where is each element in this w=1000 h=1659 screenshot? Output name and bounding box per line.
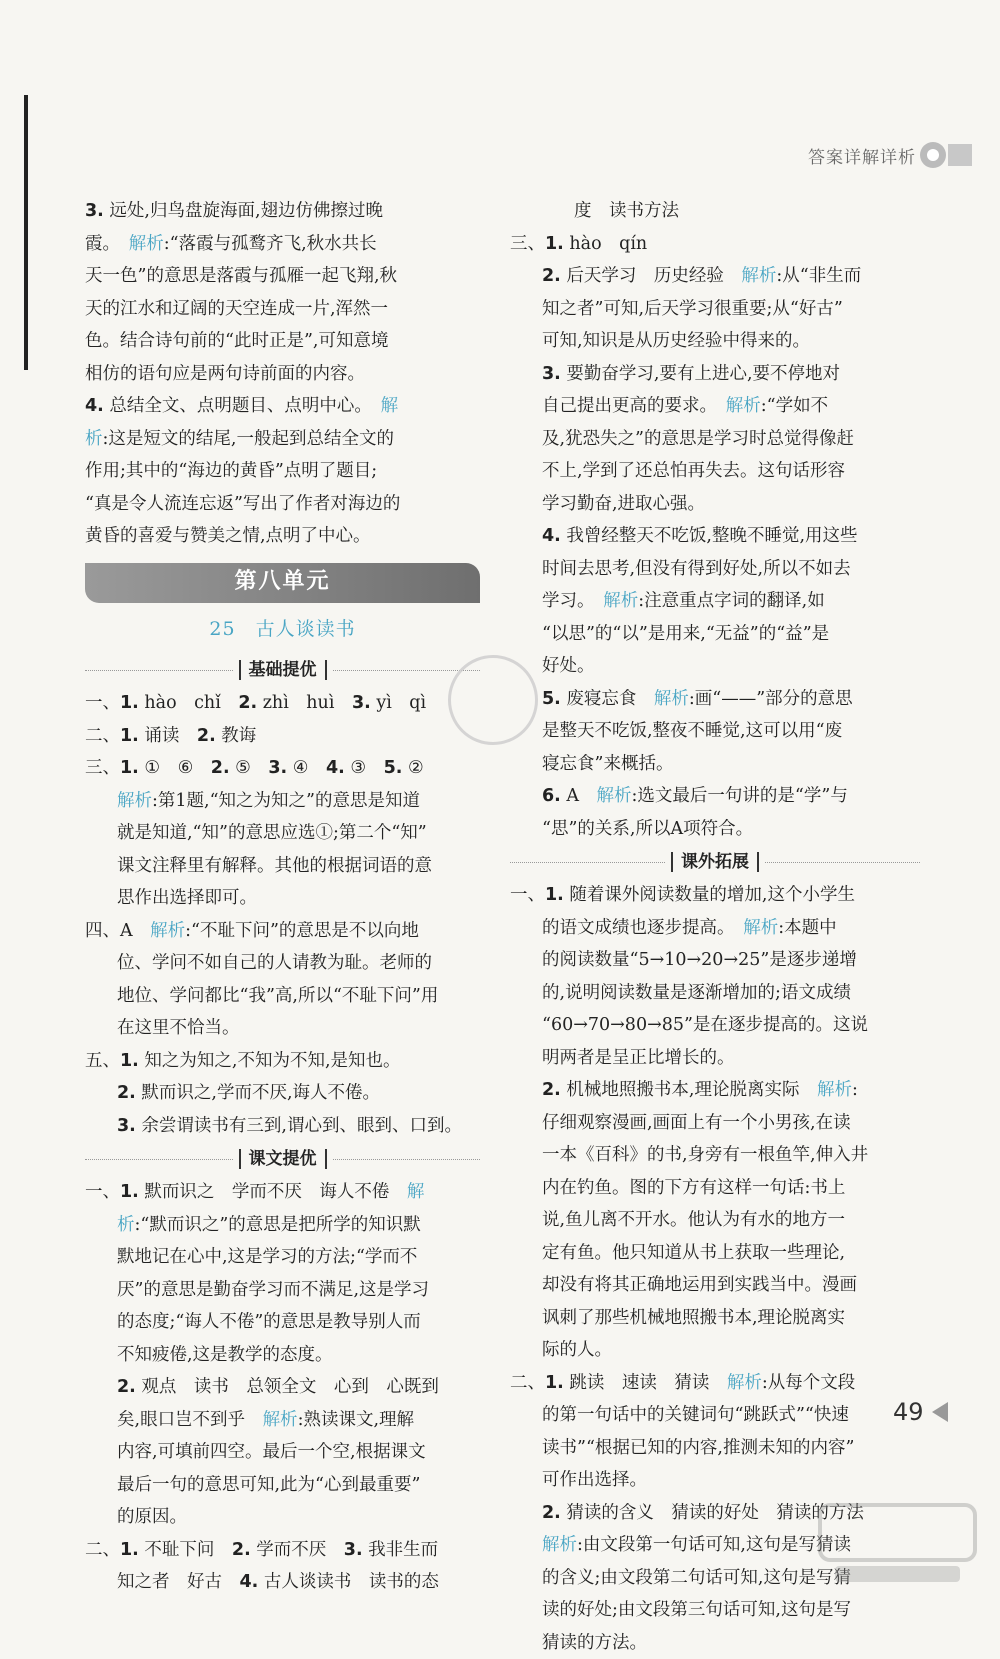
header-tab-bar: [948, 144, 972, 166]
text-line: 知之者 好古 4. 古人谈读书 读书的态: [85, 1566, 480, 1599]
text-line: 一、1. 默而识之 学而不厌 诲人不倦 解: [85, 1176, 480, 1209]
text-line: 二、1. 不耻下问 2. 学而不厌 3. 我非生而: [85, 1534, 480, 1567]
text-line: 默地记在心中,这是学习的方法;“学而不: [85, 1241, 480, 1274]
text-line: “思”的关系,所以A项符合。: [510, 813, 920, 846]
text-line: 内在钓鱼。图的下方有这样一句话:书上: [510, 1172, 920, 1205]
text-line: 是整天不吃饭,整夜不睡觉,这可以用“废: [510, 715, 920, 748]
left-column: [85, 195, 480, 1599]
text-line: 的第一句话中的关键词句“跳跃式”“快速: [510, 1399, 920, 1432]
text-line: 自己提出更高的要求。 解析:“学如不: [510, 390, 920, 423]
page-arrow-icon: [932, 1402, 948, 1422]
text-line: 6. A 解析:选文最后一句讲的是“学”与: [510, 780, 920, 813]
section-label: 课外拓展: [671, 852, 759, 872]
text-line: 的原因。: [85, 1501, 480, 1534]
text-line: 天一色”的意思是落霞与孤雁一起飞翔,秋: [85, 260, 480, 293]
text-line: 2. 猜读的含义 猜读的好处 猜读的方法: [510, 1497, 920, 1530]
text-line: 不上,学到了还总怕再失去。这句话形容: [510, 455, 920, 488]
text-line: 解析:由文段第一句话可知,这句是写猜读: [510, 1529, 920, 1562]
text-line: “真是令人流连忘返”写出了作者对海边的: [85, 488, 480, 521]
header-title: 答案详解详析: [808, 143, 916, 168]
text-line: 析:“默而识之”的意思是把所学的知识默: [85, 1209, 480, 1242]
section-header-basic: [85, 655, 480, 685]
page-number: 49: [893, 1398, 924, 1426]
text-line: 黄昏的喜爱与赞美之情,点明了中心。: [85, 520, 480, 553]
text-line: 地位、学问都比“我”高,所以“不耻下问”用: [85, 980, 480, 1013]
text-line: 仔细观察漫画,画面上有一个小男孩,在读: [510, 1107, 920, 1140]
section-header-extension: [510, 847, 920, 877]
text-line: 矣,眼口岂不到乎 解析:熟读课文,理解: [85, 1404, 480, 1437]
text-line: “60→70→80→85”是在逐步提高的。这说: [510, 1009, 920, 1042]
text-line: 一、1. 随着课外阅读数量的增加,这个小学生: [510, 879, 920, 912]
section-header-text: [85, 1144, 480, 1174]
text-line: 最后一句的意思可知,此为“心到最重要”: [85, 1469, 480, 1502]
text-line: 内容,可填前四空。最后一个空,根据课文: [85, 1436, 480, 1469]
text-line: 知之者”可知,后天学习很重要;从“好古”: [510, 293, 920, 326]
left-block-3: [85, 1176, 480, 1599]
text-line: 三、1. ① ⑥ 2. ⑤ 3. ④ 4. ③ 5. ②: [85, 752, 480, 785]
text-line: 可知,知识是从历史经验中得来的。: [510, 325, 920, 358]
text-line: 度 读书方法: [510, 195, 920, 228]
text-line: 的态度;“诲人不倦”的意思是教导别人而: [85, 1306, 480, 1339]
watermark-logo: [815, 1500, 980, 1590]
text-line: 学习勤奋,进取心强。: [510, 488, 920, 521]
text-line: 5. 废寝忘食 解析:画“——”部分的意思: [510, 683, 920, 716]
text-line: 位、学问不如自己的人请教为耻。老师的: [85, 947, 480, 980]
text-line: 定有鱼。他只知道从书上获取一些理论,: [510, 1237, 920, 1270]
text-line: 厌”的意思是勤奋学习而不满足,这是学习: [85, 1274, 480, 1307]
text-line: 说,鱼儿离不开水。他认为有水的地方一: [510, 1204, 920, 1237]
text-line: 二、1. 跳读 速读 猜读 解析:从每个文段: [510, 1367, 920, 1400]
right-block-1: [510, 195, 920, 845]
text-line: 2. 后天学习 历史经验 解析:从“非生而: [510, 260, 920, 293]
text-line: 却没有将其正确地运用到实践当中。漫画: [510, 1269, 920, 1302]
text-line: 作用;其中的“海边的黄昏”点明了题目;: [85, 455, 480, 488]
text-line: 4. 总结全文、点明题目、点明中心。 解: [85, 390, 480, 423]
text-line: “以思”的“以”是用来,“无益”的“益”是: [510, 618, 920, 651]
text-line: 时间去思考,但没有得到好处,所以不如去: [510, 553, 920, 586]
text-line: 天的江水和辽阔的天空连成一片,浑然一: [85, 293, 480, 326]
text-line: 不知疲倦,这是教学的态度。: [85, 1339, 480, 1372]
text-line: 猜读的方法。: [510, 1627, 920, 1659]
text-line: 3. 远处,归鸟盘旋海面,翅边仿佛擦过晚: [85, 195, 480, 228]
text-line: 读书”“根据已知的内容,推测未知的内容”: [510, 1432, 920, 1465]
text-line: 3. 要勤奋学习,要有上进心,要不停地对: [510, 358, 920, 391]
text-line: 相仿的语句应是两句诗前面的内容。: [85, 358, 480, 391]
text-line: 明两者是呈正比增长的。: [510, 1042, 920, 1075]
text-line: 讽刺了那些机械地照搬书本,理论脱离实: [510, 1302, 920, 1335]
text-line: 在这里不恰当。: [85, 1012, 480, 1045]
text-line: 一、1. hào chǐ 2. zhì huì 3. yì qì: [85, 687, 480, 720]
text-line: 读的好处;由文段第三句话可知,这句是写: [510, 1594, 920, 1627]
text-line: 色。结合诗句前的“此时正是”,可知意境: [85, 325, 480, 358]
text-line: 2. 机械地照搬书本,理论脱离实际 解析:: [510, 1074, 920, 1107]
text-line: 五、1. 知之为知之,不知为不知,是知也。: [85, 1045, 480, 1078]
text-line: 就是知道,“知”的意思应选①;第二个“知”: [85, 817, 480, 850]
text-line: 2. 默而识之,学而不厌,诲人不倦。: [85, 1077, 480, 1110]
binding-line: [24, 95, 28, 370]
text-line: 的含义;由文段第二句话可知,这句是写猜: [510, 1562, 920, 1595]
lesson-title: 25 古人谈读书: [85, 613, 480, 646]
text-line: 析:这是短文的结尾,一般起到总结全文的: [85, 423, 480, 456]
text-line: 课文注释里有解释。其他的根据词语的意: [85, 850, 480, 883]
text-line: 一本《百科》的书,身旁有一根鱼竿,伸入井: [510, 1139, 920, 1172]
left-block-2: [85, 687, 480, 1142]
left-block-1: [85, 195, 480, 553]
page-header: [808, 140, 972, 170]
text-line: 的阅读数量“5→10→20→25”是逐步递增: [510, 944, 920, 977]
text-line: 及,犹恐失之”的意思是学习时总觉得像赶: [510, 423, 920, 456]
text-line: 的语文成绩也逐步提高。 解析:本题中: [510, 912, 920, 945]
text-line: 学习。 解析:注意重点字词的翻译,如: [510, 585, 920, 618]
text-line: 寝忘食”来概括。: [510, 748, 920, 781]
text-line: 二、1. 诵读 2. 教诲: [85, 720, 480, 753]
text-line: 际的人。: [510, 1334, 920, 1367]
text-line: 三、1. hào qín: [510, 228, 920, 261]
text-line: 4. 我曾经整天不吃饭,整晚不睡觉,用这些: [510, 520, 920, 553]
book-badge-icon: [920, 142, 946, 168]
text-line: 2. 观点 读书 总领全文 心到 心既到: [85, 1371, 480, 1404]
text-line: 四、A 解析:“不耻下问”的意思是不以向地: [85, 915, 480, 948]
text-line: 好处。: [510, 650, 920, 683]
text-line: 3. 余尝谓读书有三到,谓心到、眼到、口到。: [85, 1110, 480, 1143]
unit-title: 第八单元: [85, 563, 480, 603]
stamp-seal: [448, 655, 538, 745]
text-line: 解析:第1题,“知之为知之”的意思是知道: [85, 785, 480, 818]
section-label: 课文提优: [239, 1149, 327, 1169]
right-column: [510, 195, 920, 1659]
text-line: 的,说明阅读数量是逐渐增加的;语文成绩: [510, 977, 920, 1010]
text-line: 思作出选择即可。: [85, 882, 480, 915]
text-line: 霞。 解析:“落霞与孤鹜齐飞,秋水共长: [85, 228, 480, 261]
text-line: 可作出选择。: [510, 1464, 920, 1497]
section-label: 基础提优: [239, 660, 327, 680]
